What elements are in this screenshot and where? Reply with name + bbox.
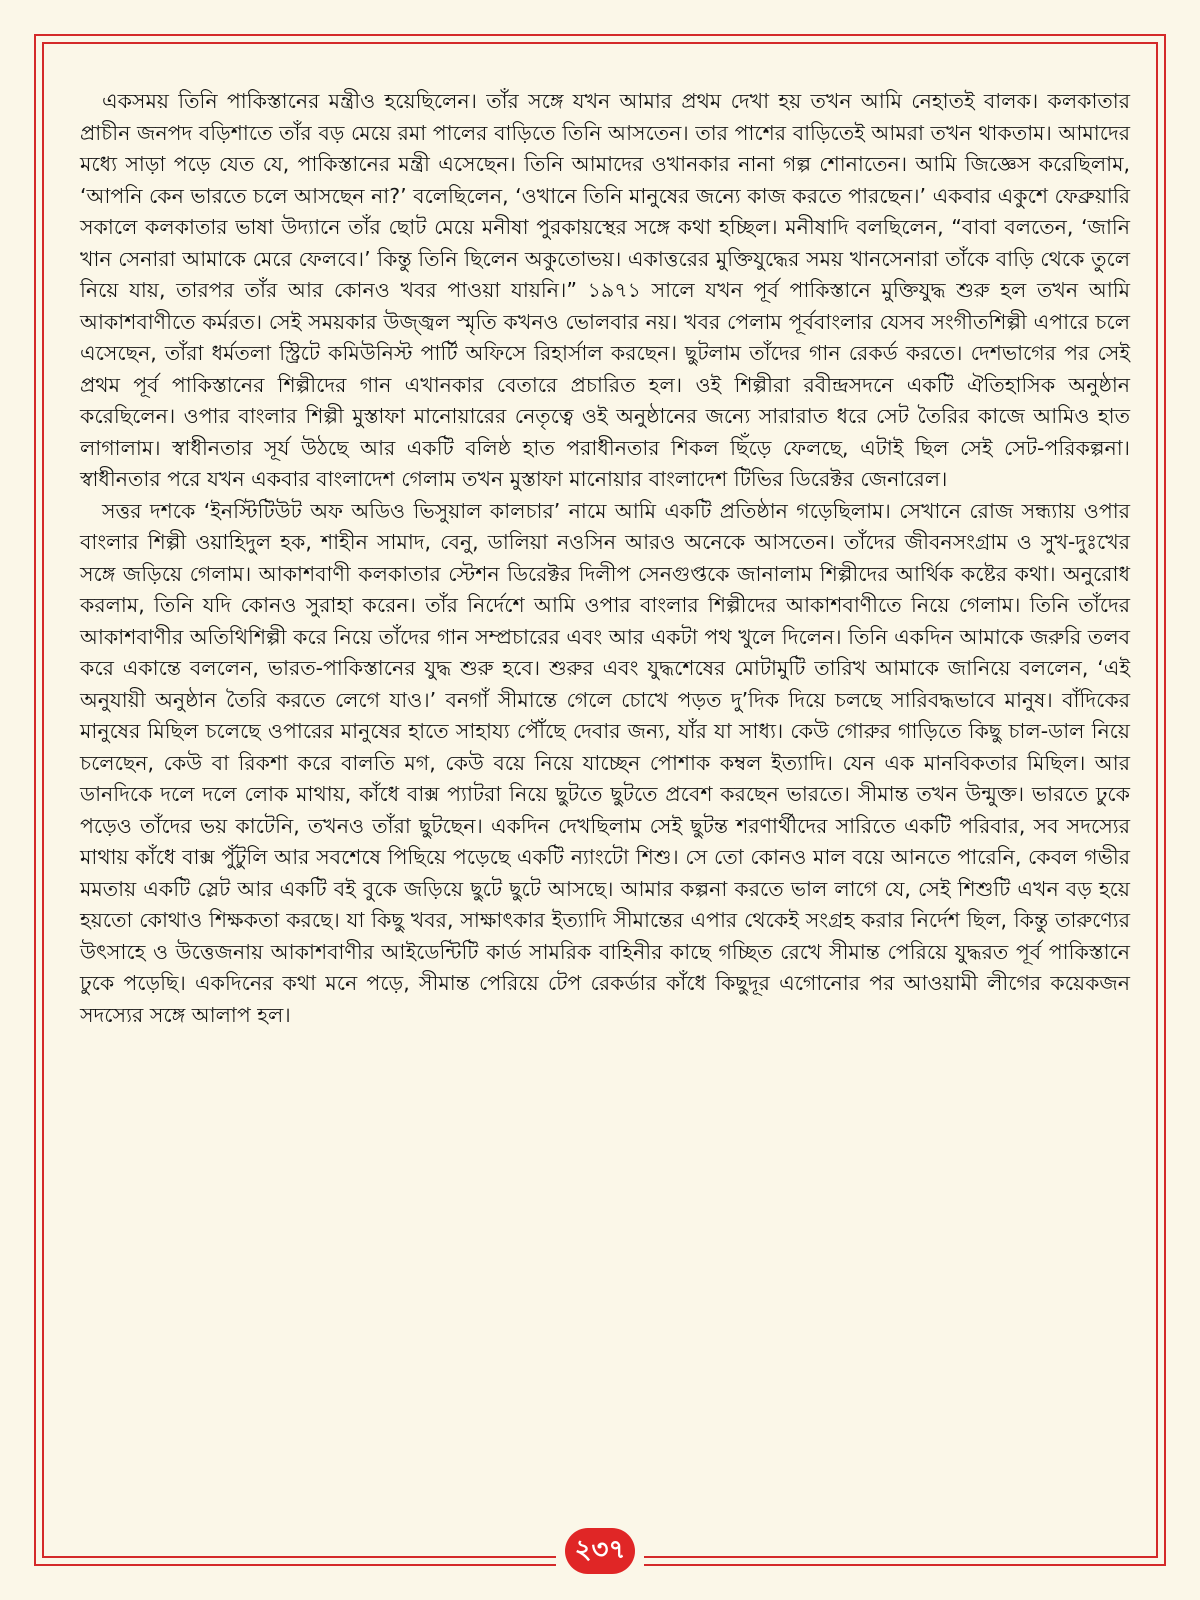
body-text [80,86,1130,1031]
paragraph-2: সত্তর দশকে ‘ইনস্টিটিউট অফ অডিও ভিসুয়াল কালচার’ নামে আমি একটি প্রতিষ্ঠান গড়েছিলাম। সেখানে রোজ সন্ধ্যায় ওপার বাংলার শিল্পী ওয়াহিদুল হক, শাহীন সামাদ, বেনু, ডালিয়া নওসিন আরও অনেকে আসতেন। তাঁদের জীবনসংগ্রাম ও সুখ-দুঃখের সঙ্গে জড়িয়ে গেলাম। আকাশবাণী কলকাতার স্টেশন ডিরেক্টর দিলীপ সেনগুপ্তকে জানালাম শিল্পীদের আর্থিক কষ্টের কথা। অনুরোধ করলাম, তিনি যদি কোনও সুরাহা করেন। তাঁর নির্দেশে আমি ওপার বাংলার শিল্পীদের আকাশবাণীতে নিয়ে গেলাম। তিনি তাঁদের আকাশবাণীর অতিথিশিল্পী করে নিয়ে তাঁদের গান সম্প্রচারের এবং আর একটা পথ খুলে দিলেন। তিনি একদিন আমাকে জরুরি তলব করে একান্তে বললেন, ভারত-পাকিস্তানের যুদ্ধ শুরু হবে। শুরুর এবং যুদ্ধশেষের মোটামুটি তারিখ আমাকে জানিয়ে বললেন, ‘এই অনুযায়ী অনুষ্ঠান তৈরি করতে লেগে যাও।’ বনগাঁ সীমান্তে গেলে চোখে পড়ত দু’দিক দিয়ে চলছে সারিবদ্ধভাবে মানুষ। বাঁদিকের মানুষের মিছিল চলেছে ওপারের মানুষের হাতে সাহায্য পৌঁছে দেবার জন্য, যাঁর যা সাধ্য। কেউ গোরুর গাড়িতে কিছু চাল-ডাল নিয়ে চলেছেন, কেউ বা রিকশা করে বালতি মগ, কেউ বয়ে নিয়ে যাচ্ছেন পোশাক কম্বল ইত্যাদি। যেন এক মানবিকতার মিছিল। আর ডানদিকে দলে দলে লোক মাথায়, কাঁধে বাক্স প্যাটরা নিয়ে ছুটতে ছুটতে প্রবেশ করছেন ভারতে। সীমান্ত তখন উন্মুক্ত। ভারতে ঢুকে পড়েও তাঁদের ভয় কাটেনি, তখনও তাঁরা ছুটছেন। একদিন দেখছিলাম সেই ছুটন্ত শরণার্থীদের সারিতে একটি পরিবার, সব সদস্যের মাথায় কাঁধে বাক্স পুঁটুলি আর সবশেষে পিছিয়ে পড়েছে একটি ন্যাংটো শিশু। সে তো কোনও মাল বয়ে আনতে পারেনি, কেবল গভীর মমতায় একটি স্লেট আর একটি বই বুকে জড়িয়ে ছুটে ছুটে আসছে। আমার কল্পনা করতে ভাল লাগে যে, সেই শিশুটি এখন বড় হয়ে হয়তো কোথাও শিক্ষকতা করছে। যা কিছু খবর, সাক্ষাৎকার ইত্যাদি সীমান্তের এপার থেকেই সংগ্রহ করার নির্দেশ ছিল, কিন্তু তারুণ্যের উৎসাহে ও উত্তেজনায় আকাশবাণীর আইডেন্টিটি কার্ড সামরিক বাহিনীর কাছে গচ্ছিত রেখে সীমান্ত পেরিয়ে যুদ্ধরত পূর্ব পাকিস্তানে ঢুকে পড়েছি। একদিনের কথা মনে পড়ে, সীমান্ত পেরিয়ে টেপ রেকর্ডার কাঁধে কিছুদূর এগোনোর পর আওয়ামী লীগের কয়েকজন সদস্যের সঙ্গে আলাপ হল। [80,498,1130,1027]
paragraph-1: একসময় তিনি পাকিস্তানের মন্ত্রীও হয়েছিলেন। তাঁর সঙ্গে যখন আমার প্রথম দেখা হয় তখন আমি নেহাতই বালক। কলকাতার প্রাচীন জনপদ বড়িশাতে তাঁর বড় মেয়ে রমা পালের বাড়িতে তিনি আসতেন। তার পাশের বাড়িতেই আমরা তখন থাকতাম। আমাদের মধ্যে সাড়া পড়ে যেত যে, পাকিস্তানের মন্ত্রী এসেছেন। তিনি আমাদের ওখানকার নানা গল্প শোনাতেন। আমি জিজ্ঞেস করেছিলাম, ‘আপনি কেন ভারতে চলে আসছেন না?’ বলেছিলেন, ‘ওখানে তিনি মানুষের জন্যে কাজ করতে পারছেন।’ একবার একুশে ফেব্রুয়ারি সকালে কলকাতার ভাষা উদ্যানে তাঁর ছোট মেয়ে মনীষা পুরকায়স্থের সঙ্গে কথা হচ্ছিল। মনীষাদি বলছিলেন, “বাবা বলতেন, ‘জানি খান সেনারা আমাকে মেরে ফেলবে।’ কিন্তু তিনি ছিলেন অকুতোভয়। একাত্তরের মুক্তিযুদ্ধের সময় খানসেনারা তাঁকে বাড়ি থেকে তুলে নিয়ে যায়, তারপর তাঁর আর কোনও খবর পাওয়া যায়নি।” ১৯৭১ সালে যখন পূর্ব পাকিস্তানে মুক্তিযুদ্ধ শুরু হল তখন আমি আকাশবাণীতে কর্মরত। সেই সময়কার উজ্জ্বল স্মৃতি কখনও ভোলবার নয়। খবর পেলাম পূর্ববাংলার যেসব সংগীতশিল্পী এপারে চলে এসেছেন, তাঁরা ধর্মতলা স্ট্রিটে কমিউনিস্ট পার্টি অফিসে রিহার্সাল করছেন। ছুটলাম তাঁদের গান রেকর্ড করতে। দেশভাগের পর সেই প্রথম পূর্ব পাকিস্তানের শিল্পীদের গান এখানকার বেতারে প্রচারিত হল। ওই শিল্পীরা রবীন্দ্রসদনে একটি ঐতিহাসিক অনুষ্ঠান করেছিলেন। ওপার বাংলার শিল্পী মুস্তাফা মানোয়ারের নেতৃত্বে ওই অনুষ্ঠানের জন্যে সারারাত ধরে সেট তৈরির কাজে আমিও হাত লাগালাম। স্বাধীনতার সূর্য উঠছে আর একটি বলিষ্ঠ হাত পরাধীনতার শিকল ছিঁড়ে ফেলছে, এটাই ছিল সেই সেট-পরিকল্পনা। স্বাধীনতার পরে যখন একবার বাংলাদেশ গেলাম তখন মুস্তাফা মানোয়ার বাংলাদেশ টিভির ডিরেক্টর জেনারেল। [80,89,1130,491]
page-number: ২৩৭ [565,1528,635,1574]
